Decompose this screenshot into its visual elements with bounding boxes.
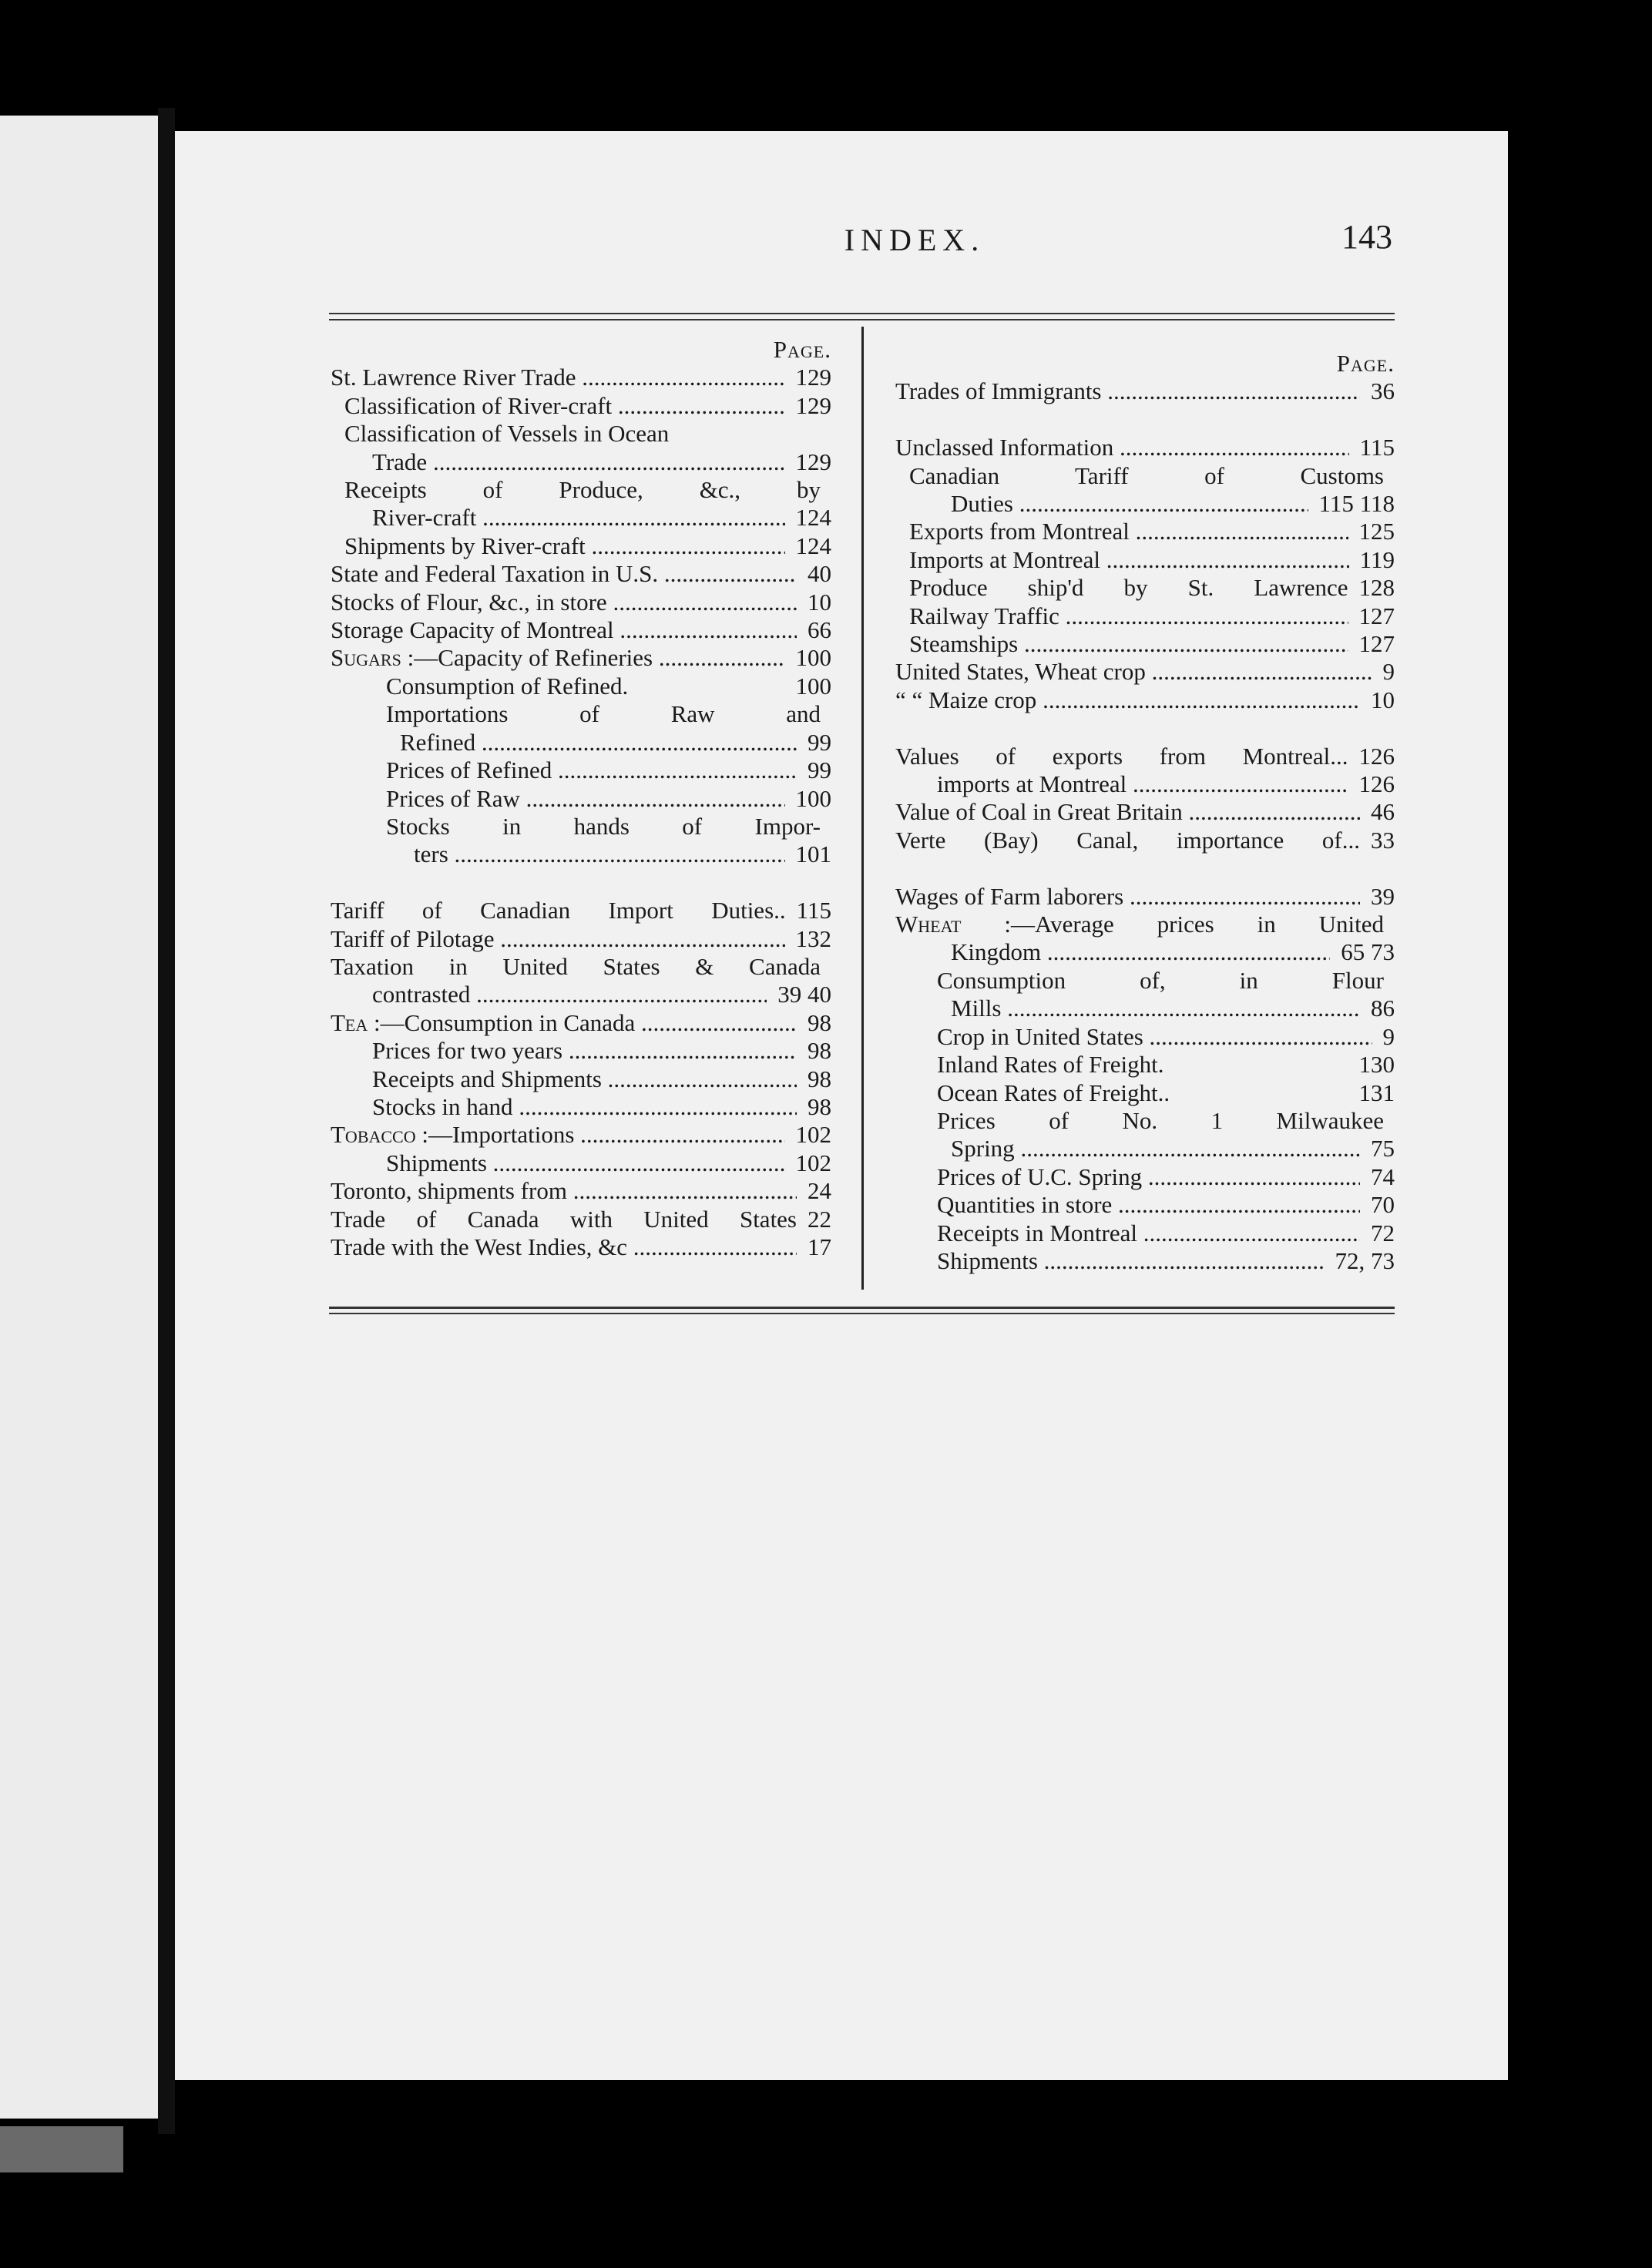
index-entry-text: Sugars :—Capacity of Refineries .....	[331, 644, 785, 672]
entry-gap	[895, 714, 1395, 742]
index-entry	[331, 1009, 831, 1037]
index-entry	[895, 827, 1395, 854]
index-entry	[895, 462, 1395, 490]
index-entry-text: Ocean Rates of Freight..	[937, 1079, 1170, 1106]
index-entry	[895, 770, 1395, 798]
index-entry	[895, 743, 1395, 770]
index-entry-page: 66	[808, 616, 831, 644]
index-entry-text: Imports at Montreal .....	[909, 546, 1349, 574]
header-rule-thin	[329, 313, 1395, 314]
column-divider	[861, 327, 864, 1290]
index-entry-page: 115	[796, 897, 831, 924]
index-entry	[331, 1233, 831, 1261]
index-entry-text: Prices of Raw .....	[386, 785, 785, 813]
index-entry	[895, 490, 1395, 518]
page-number: 143	[1341, 218, 1392, 256]
index-entry	[331, 981, 831, 1008]
index-entry-text: Unclassed Information .....	[895, 434, 1349, 461]
index-entry-page: 86	[1371, 995, 1395, 1022]
index-entry-page: 125	[1358, 518, 1395, 545]
index-entry-page: 72	[1371, 1219, 1395, 1246]
index-entry-page: 99	[808, 757, 831, 784]
index-entry-page: 124	[795, 532, 831, 559]
index-entry	[331, 1037, 831, 1065]
index-entry	[895, 1247, 1395, 1275]
entry-gap	[895, 854, 1395, 882]
index-entry-text: Quantities in store .....	[937, 1191, 1360, 1219]
index-entry-page: 100	[795, 644, 831, 672]
index-entry-text: Mills .....	[951, 995, 1360, 1022]
index-entry-text: Railway Traffic .....	[909, 602, 1348, 630]
index-entry-page: 127	[1358, 602, 1395, 629]
index-entry-page: 100	[795, 672, 831, 700]
index-entry	[895, 1051, 1395, 1079]
index-entry	[895, 434, 1395, 461]
index-entry-page: 126	[1358, 742, 1395, 770]
index-entry-text: Tariff of Pilotage .....	[331, 925, 785, 953]
index-entry	[331, 644, 831, 672]
index-entry	[331, 729, 831, 757]
index-entry	[331, 504, 831, 532]
index-entry-text: Inland Rates of Freight.	[937, 1051, 1164, 1079]
index-entry	[331, 1065, 831, 1093]
index-entry-text: Shipments .....	[937, 1247, 1325, 1275]
index-entry-page: 131	[1358, 1079, 1395, 1106]
index-entry-page: 24	[808, 1177, 831, 1205]
index-entry	[331, 392, 831, 420]
index-entry-page: 128	[1358, 574, 1395, 602]
index-entry-page: 9	[1382, 1022, 1395, 1050]
index-entry	[895, 1191, 1395, 1219]
index-entry-text: Stocks of Flour, &c., in store .....	[331, 589, 797, 616]
index-entry	[895, 602, 1395, 630]
facing-page-corner	[0, 2126, 123, 2172]
index-entry	[331, 785, 831, 813]
index-entry-text: St. Lawrence River Trade .....	[331, 364, 785, 391]
index-entry-page: 127	[1358, 630, 1395, 658]
index-entry	[331, 840, 831, 868]
index-entry-page: 46	[1371, 798, 1395, 826]
index-entry	[895, 911, 1395, 938]
index-entry-text: Consumption of Refined.	[386, 672, 629, 700]
index-entry-page: 70	[1371, 1191, 1395, 1219]
index-entry-text: Taxation in United States & Canada	[331, 952, 821, 980]
index-entry-text: Trade of Canada with United States	[331, 1205, 797, 1233]
index-entry	[895, 1220, 1395, 1247]
index-entry-text: Toronto, shipments from .....	[331, 1177, 797, 1205]
entry-gap	[895, 406, 1395, 434]
index-entry-text: Importations of Raw and	[386, 700, 821, 728]
index-entry-text: Prices of No. 1 Milwaukee	[937, 1106, 1384, 1134]
index-entry-text: Exports from Montreal .....	[909, 518, 1348, 545]
index-entry-text: State and Federal Taxation in U.S. .....	[331, 560, 797, 588]
index-entry	[895, 798, 1395, 826]
index-entry	[331, 1121, 831, 1149]
index-entry-text: Prices of Refined .....	[386, 757, 797, 784]
index-entry-page: 17	[808, 1233, 831, 1260]
index-entry-text: United States, Wheat crop .....	[895, 658, 1372, 686]
index-entry-text: Trade with the West Indies, &c .....	[331, 1233, 797, 1261]
index-entry-page: 33	[1371, 826, 1395, 854]
page-title: INDEX.	[844, 223, 985, 257]
index-entry-page: 99	[808, 728, 831, 756]
index-entry-text: Wheat :—Average prices in United	[895, 911, 1384, 938]
index-entry-page: 98	[808, 1008, 831, 1036]
index-entry-page: 74	[1371, 1163, 1395, 1190]
index-entry	[895, 1163, 1395, 1191]
index-entry-text: Shipments .....	[386, 1149, 785, 1177]
index-entry-page: 98	[808, 1092, 831, 1120]
index-entry	[895, 995, 1395, 1022]
index-entry	[331, 364, 831, 391]
index-entry-text: Storage Capacity of Montreal .....	[331, 616, 797, 644]
index-entry-page: 129	[795, 391, 831, 419]
index-entry-page: 39 40	[777, 981, 831, 1008]
index-column-right	[895, 350, 1395, 1275]
index-entry-page: 39	[1371, 882, 1395, 910]
index-entry	[331, 589, 831, 616]
index-entry-page: 129	[795, 448, 831, 475]
index-entry	[331, 476, 831, 504]
index-entry	[331, 673, 831, 700]
index-entry	[895, 377, 1395, 405]
index-entry	[331, 813, 831, 840]
index-column-left	[331, 336, 831, 1261]
index-entry	[331, 1149, 831, 1177]
index-entry-text: Classification of Vessels in Ocean	[344, 420, 670, 448]
index-entry	[331, 897, 831, 924]
index-entry	[331, 560, 831, 588]
index-entry	[895, 1079, 1395, 1107]
index-entry	[895, 883, 1395, 911]
index-entry	[331, 616, 831, 644]
index-entry	[331, 700, 831, 728]
index-page	[175, 131, 1508, 2080]
index-entry	[895, 967, 1395, 995]
index-entry-text: Shipments by River-craft .....	[344, 532, 785, 560]
index-entry	[895, 1135, 1395, 1163]
index-entry-page: 22	[808, 1205, 831, 1233]
index-entry	[331, 1177, 831, 1205]
index-entry-text: Produce ship'd by St. Lawrence	[909, 574, 1348, 602]
index-entry-text: Wages of Farm laborers .....	[895, 883, 1360, 911]
index-entry-page: 124	[795, 504, 831, 532]
page-column-heading-right: Page.	[1336, 350, 1395, 377]
index-entry-text: Duties .....	[951, 490, 1308, 518]
index-entry-text: Crop in United States .....	[937, 1023, 1372, 1051]
index-entry-text: Receipts and Shipments .....	[372, 1065, 797, 1093]
index-entry-page: 65 73	[1341, 938, 1395, 966]
index-entry	[331, 953, 831, 981]
book-spine	[158, 108, 175, 2134]
entry-gap	[331, 869, 831, 897]
index-entry	[331, 757, 831, 784]
facing-page-edge	[0, 116, 158, 2119]
index-entry-text: Trades of Immigrants .....	[895, 377, 1360, 405]
index-entry	[895, 518, 1395, 545]
index-entry-text: Verte (Bay) Canal, importance of...	[895, 826, 1360, 854]
index-entry-page: 100	[795, 784, 831, 812]
index-entry-page: 102	[795, 1149, 831, 1176]
footer-rule	[329, 1313, 1395, 1314]
index-entry-text: Kingdom .....	[951, 938, 1330, 966]
index-entry-page: 9	[1382, 658, 1395, 686]
index-entry-text: Canadian Tariff of Customs	[909, 461, 1384, 489]
index-entry-text: Receipts in Montreal .....	[937, 1220, 1360, 1247]
index-entry-page: 98	[808, 1065, 831, 1092]
index-entry-page: 10	[808, 588, 831, 616]
index-entry-text: contrasted .....	[372, 981, 767, 1008]
footer-rule-thick	[329, 1307, 1395, 1309]
index-entry-text: Refined .....	[400, 729, 797, 757]
index-entry	[331, 925, 831, 953]
index-entry-page: 115 118	[1318, 490, 1395, 518]
header-rule	[329, 319, 1395, 320]
index-entry-text: Consumption of, in Flour	[937, 966, 1384, 994]
index-entry	[895, 546, 1395, 574]
index-entry-text: Prices of U.C. Spring .....	[937, 1163, 1360, 1191]
index-entry	[895, 1023, 1395, 1051]
index-entry-page: 36	[1371, 377, 1395, 405]
page-column-heading-left: Page.	[773, 336, 831, 363]
index-entry	[331, 420, 831, 448]
index-entry-text: Tariff of Canadian Import Duties..	[331, 897, 786, 924]
index-entry-text: Tobacco :—Importations .....	[331, 1121, 785, 1149]
index-entry-text: ters .....	[414, 840, 785, 868]
index-entry-page: 129	[795, 364, 831, 391]
index-entry-text: Stocks in hands of Impor-	[386, 812, 821, 840]
index-entry-text: Classification of River-craft .....	[344, 392, 785, 420]
index-entry	[895, 630, 1395, 658]
index-entry-text: Stocks in hand .....	[372, 1093, 797, 1121]
index-entry-text: Value of Coal in Great Britain .....	[895, 798, 1360, 826]
index-entry-text: Prices for two years .....	[372, 1037, 797, 1065]
index-entry-page: 40	[808, 560, 831, 588]
index-entry-text: Values of exports from Montreal...	[895, 742, 1348, 770]
index-entry-page: 101	[795, 840, 831, 868]
index-entry	[895, 686, 1395, 714]
index-entry-page: 130	[1358, 1051, 1395, 1079]
index-entry	[331, 532, 831, 560]
index-entry	[331, 448, 831, 476]
index-entry-text: Trade .....	[372, 448, 785, 476]
index-entry-page: 10	[1371, 686, 1395, 713]
index-entry-text: Spring .....	[951, 1135, 1360, 1163]
index-entry-page: 72, 73	[1335, 1246, 1395, 1274]
index-entry-page: 75	[1371, 1135, 1395, 1163]
index-entry-text: River-craft .....	[372, 504, 785, 532]
index-entry-page: 132	[795, 924, 831, 952]
index-entry-page: 119	[1359, 545, 1395, 573]
index-entry-page: 126	[1358, 770, 1395, 798]
index-entry-text: imports at Montreal .....	[937, 770, 1348, 798]
index-entry	[331, 1093, 831, 1121]
index-entry-page: 102	[795, 1121, 831, 1149]
index-entry	[331, 1206, 831, 1233]
index-entry-page: 98	[808, 1037, 831, 1065]
index-entry	[895, 938, 1395, 966]
index-entry-text: “ “ Maize crop .....	[895, 686, 1360, 714]
index-entry	[895, 1107, 1395, 1135]
index-entry-text: Steamships .....	[909, 630, 1348, 658]
index-entry	[895, 574, 1395, 602]
index-entry	[895, 658, 1395, 686]
index-entry-text: Receipts of Produce, &c., by	[344, 476, 821, 504]
index-entry-page: 115	[1359, 434, 1395, 461]
index-entry-text: Tea :—Consumption in Canada .....	[331, 1009, 797, 1037]
